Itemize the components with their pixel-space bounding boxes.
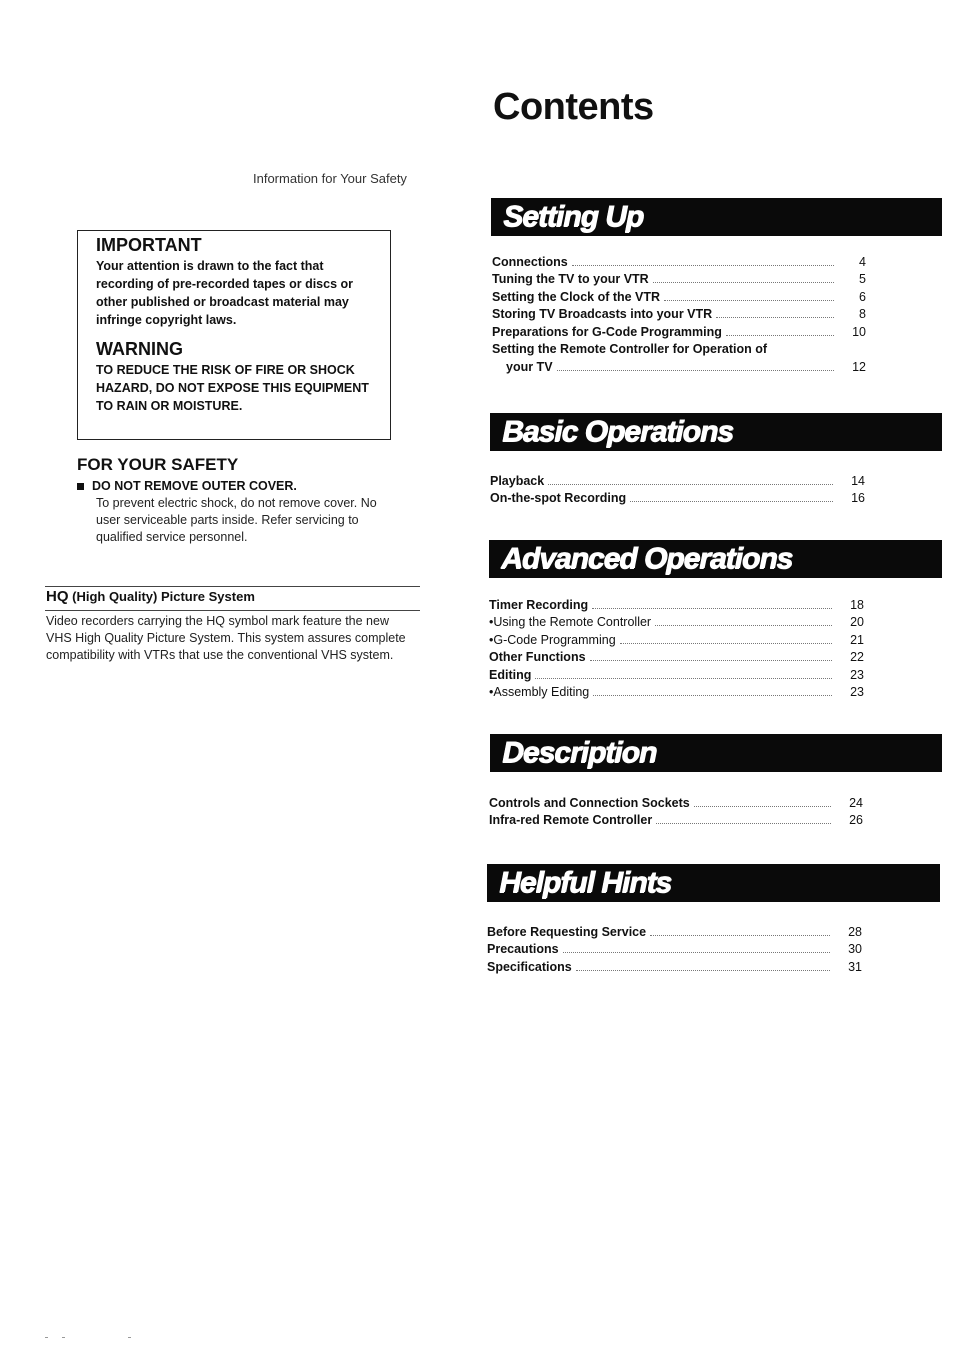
toc-basic-operations: [490, 470, 865, 505]
toc-label: Timer Recording: [489, 597, 589, 612]
banner-title: Advanced Operations: [501, 542, 793, 575]
toc-label: Tuning the TV to your VTR: [492, 272, 649, 286]
toc-entry[interactable]: [489, 792, 863, 810]
toc-entry[interactable]: [492, 251, 866, 269]
toc-label: Connections: [492, 254, 568, 269]
toc-entry-first-line[interactable]: [492, 339, 866, 357]
section-banner-setting-up: [491, 198, 942, 236]
scan-speck: [62, 1337, 65, 1338]
toc-entry[interactable]: [490, 470, 865, 488]
toc-description: [489, 792, 863, 827]
toc-page: 20: [850, 615, 864, 629]
toc-page: 5: [859, 272, 866, 286]
toc-label: Specifications: [487, 959, 572, 974]
important-text: Your attention is drawn to the fact that recording of pre-recorded tapes or discs or other published or broadcast material may infringe copyright laws.: [96, 259, 354, 327]
dot-leader: [726, 335, 834, 336]
banner-title: Basic Operations: [502, 415, 733, 448]
dot-leader: [694, 806, 831, 807]
dot-leader: [630, 501, 833, 502]
hq-heading-abbrev: HQ: [46, 588, 69, 605]
toc-page: 21: [850, 632, 864, 647]
scan-speck: [45, 1337, 48, 1338]
toc-label: Infra-red Remote Controller: [489, 813, 653, 827]
dot-leader: [716, 317, 834, 318]
toc-entry[interactable]: [492, 321, 866, 339]
toc-page: 4: [859, 254, 866, 269]
scan-speck: [128, 1337, 131, 1338]
toc-label: Other Functions: [489, 650, 586, 664]
toc-page: 23: [850, 685, 864, 699]
dot-leader: [664, 300, 834, 301]
toc-entry[interactable]: [492, 286, 866, 304]
toc-page: 18: [850, 597, 864, 612]
safety-item: [77, 479, 297, 493]
toc-page: 28: [848, 924, 862, 939]
toc-entry[interactable]: [489, 810, 863, 828]
hq-rule-top: [45, 586, 420, 587]
toc-label: •G-Code Programming: [489, 632, 616, 647]
banner-title: Description: [502, 736, 657, 769]
toc-label: Precautions: [487, 942, 559, 956]
hq-heading: [46, 588, 255, 605]
toc-helpful-hints: [487, 921, 862, 974]
dot-leader: [655, 625, 832, 626]
dot-leader: [590, 660, 832, 661]
banner-title: Helpful Hints: [499, 866, 671, 899]
toc-page: 22: [850, 650, 864, 664]
toc-page: 12: [852, 359, 866, 374]
toc-entry[interactable]: [489, 664, 864, 682]
toc-advanced-operations: [489, 594, 864, 699]
toc-entry[interactable]: [489, 647, 864, 665]
toc-label: Setting the Clock of the VTR: [492, 289, 661, 304]
dot-leader: [548, 484, 833, 485]
safety-info-caption: Information for Your Safety: [253, 171, 407, 186]
dot-leader: [653, 282, 834, 283]
toc-entry[interactable]: [487, 939, 862, 957]
safety-text: To prevent electric shock, do not remove cover. No user serviceable parts inside. Refer servicing to qualified service personnel.: [96, 496, 377, 544]
square-bullet-icon: [77, 483, 84, 490]
toc-page: 6: [859, 289, 866, 304]
important-heading: IMPORTANT: [96, 235, 202, 255]
toc-entry[interactable]: [489, 629, 864, 647]
dot-leader: [576, 970, 830, 971]
toc-label: Editing: [489, 667, 532, 682]
toc-page: 14: [851, 473, 865, 488]
toc-entry[interactable]: [492, 269, 866, 287]
toc-page: 16: [851, 491, 865, 505]
banner-title: Setting Up: [503, 200, 643, 233]
toc-page: 31: [848, 959, 862, 974]
toc-label: •Using the Remote Controller: [489, 615, 652, 629]
dot-leader: [656, 823, 831, 824]
hq-rule-bottom: [45, 610, 420, 611]
safety-item-label: DO NOT REMOVE OUTER COVER.: [92, 479, 297, 493]
hq-text: Video recorders carrying the HQ symbol mark feature the new VHS High Quality Picture System. This system assures complete compatibility with VTRs that use the conventional VHS system.: [46, 614, 406, 662]
page-title: Contents: [493, 86, 654, 128]
dot-leader: [563, 952, 830, 953]
toc-entry[interactable]: [489, 612, 864, 630]
dot-leader: [620, 643, 832, 644]
toc-page: 8: [859, 307, 866, 321]
section-banner-helpful-hints: [487, 864, 940, 902]
dot-leader: [592, 608, 832, 609]
dot-leader: [593, 695, 832, 696]
notice-box: [77, 230, 391, 440]
toc-entry[interactable]: [492, 304, 866, 322]
toc-label: Setting the Remote Controller for Operation of: [492, 342, 768, 356]
toc-page: 24: [849, 795, 863, 810]
toc-entry[interactable]: [489, 682, 864, 700]
toc-label: Controls and Connection Sockets: [489, 795, 690, 810]
toc-entry[interactable]: [490, 488, 865, 506]
dot-leader: [572, 265, 834, 266]
toc-label-continued: your TV: [506, 359, 553, 374]
toc-label: Preparations for G-Code Programming: [492, 324, 722, 339]
toc-label: Storing TV Broadcasts into your VTR: [492, 307, 713, 321]
dot-leader: [535, 678, 832, 679]
toc-page: 30: [848, 942, 862, 956]
toc-entry[interactable]: [489, 594, 864, 612]
hq-heading-rest: (High Quality) Picture System: [72, 589, 255, 604]
toc-label: •Assembly Editing: [489, 685, 590, 699]
toc-entry[interactable]: [487, 921, 862, 939]
warning-heading: WARNING: [96, 339, 183, 359]
toc-page: 26: [849, 813, 863, 827]
section-banner-description: [490, 734, 942, 772]
toc-label: Playback: [490, 473, 545, 488]
section-banner-advanced-operations: [489, 540, 942, 578]
for-your-safety-heading: FOR YOUR SAFETY: [77, 455, 239, 474]
toc-label: On-the-spot Recording: [490, 491, 627, 505]
section-banner-basic-operations: [490, 413, 942, 451]
toc-entry-continuation[interactable]: [492, 356, 866, 374]
toc-entry[interactable]: [487, 956, 862, 974]
warning-text: TO REDUCE THE RISK OF FIRE OR SHOCK HAZARD, DO NOT EXPOSE THIS EQUIPMENT TO RAIN OR MOISTURE.: [96, 363, 369, 413]
toc-page: 23: [850, 667, 864, 682]
dot-leader: [650, 935, 830, 936]
toc-setting-up: [492, 251, 866, 374]
dot-leader: [557, 370, 834, 371]
toc-page: 10: [852, 324, 866, 339]
toc-label: Before Requesting Service: [487, 924, 647, 939]
